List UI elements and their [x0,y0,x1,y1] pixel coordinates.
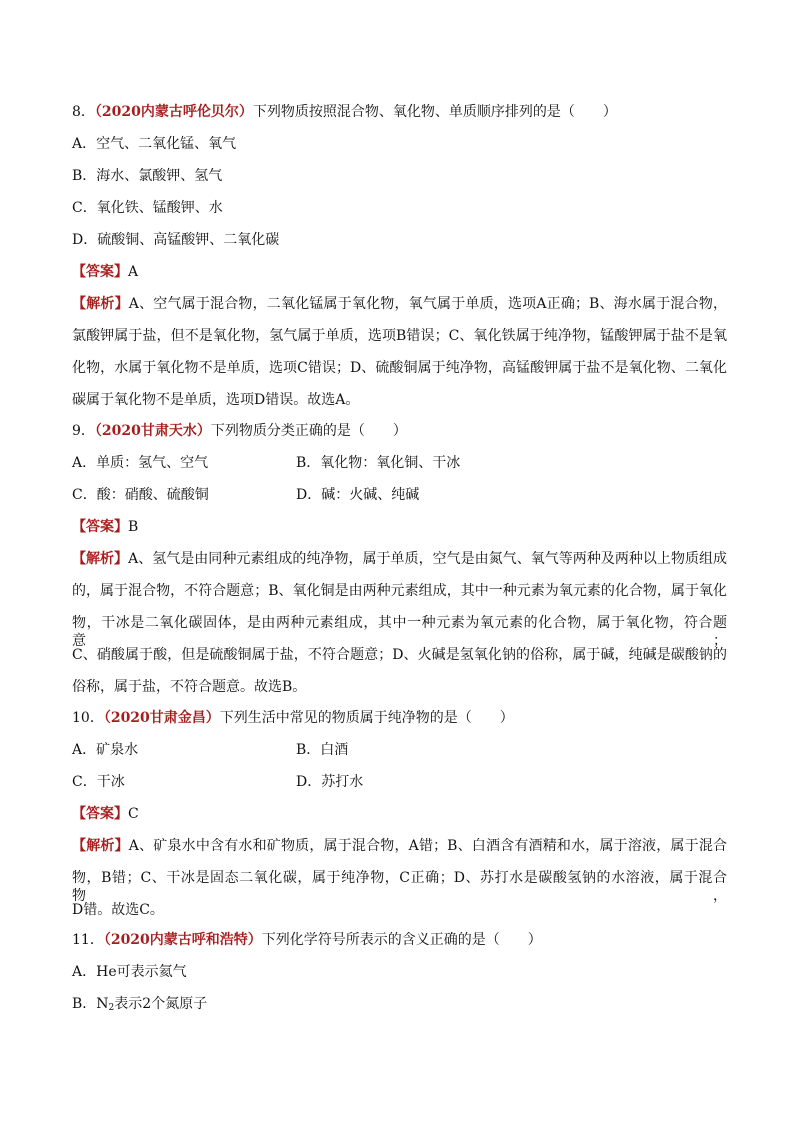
question-number: 10． [72,710,104,726]
option-b: B．氧化物：氧化铜、干冰 [296,455,461,471]
option-b-suffix: 表示2个氮原子 [114,996,208,1012]
analysis-line [72,550,727,568]
answer-value: B [128,519,139,535]
option-a: A．矿泉水 [72,742,139,758]
question-10-stem [72,709,727,727]
question-9-stem [72,422,727,440]
option-row [72,773,727,791]
option-b: B．白酒 [296,742,349,758]
answer-value: C [128,806,139,822]
analysis-line: 物，B错；C、干冰是固态二氧化碳，属于纯净物，C正确；D、苏打水是碳酸氢钠的水溶液，属于混合物， [72,870,727,904]
question-source: （2020甘肃天水） [94,423,211,439]
answer-label: 【答案】 [72,806,128,822]
question-number: 8． [72,104,95,120]
question-text: 下列物质分类正确的是（ ） [210,423,407,439]
answer-line [72,805,727,823]
analysis-line: 碳属于氧化物不是单质，选项D错误。故选A。 [72,392,360,408]
answer-value: A [128,264,139,280]
option-b: B．海水、氯酸钾、氢气 [72,168,223,184]
question-text: 下列化学符号所表示的含义正确的是（ ） [261,932,542,948]
analysis-label: 【解析】 [72,838,129,854]
analysis-line [72,837,727,855]
analysis-line: C、硝酸属于酸，但是硫酸铜属于盐，不符合题意；D、火碱是氢氧化钠的俗称，属于碱，纯碱是碳酸钠的 [72,647,727,663]
option-a: A．空气、二氧化锰、氧气 [72,136,237,152]
question-source: （2020甘肃金昌） [103,710,220,726]
option-row [72,486,727,504]
option-b-prefix: B．N [72,996,109,1012]
analysis-line [72,295,727,313]
analysis-line: 俗称，属于盐，不符合题意。故选B。 [72,679,307,695]
option-c: C．氧化铁、锰酸钾、水 [72,200,223,216]
question-number: 9． [72,423,95,439]
option-c: C．干冰 [72,774,125,790]
question-text: 下列物质按照混合物、氧化物、单质顺序排列的是（ ） [252,104,617,120]
option-b [72,995,727,1017]
subscript: 2 [108,1003,115,1013]
option-c: C．酸：硝酸、硫酸铜 [72,487,209,503]
analysis-text: A、空气属于混合物，二氧化锰属于氧化物，氧气属于单质，选项A正确；B、海水属于混合物， [128,296,728,312]
option-row [72,741,727,759]
option-d: D．硫酸铜、高锰酸钾、二氧化碳 [72,232,280,248]
answer-line [72,263,727,281]
question-8-stem [72,103,727,121]
analysis-line: 化物，水属于氧化物不是单质，选项C错误；D、硫酸铜属于纯净物，高锰酸钾属于盐不是氧化物、二氧化 [72,360,727,376]
option-row [72,454,727,472]
analysis-line: D错。故选C。 [72,902,164,918]
analysis-line: 物，干冰是二氧化碳固体，是由两种元素组成，其中一种元素为氧元素的化合物，属于氧化物，符合题意； [72,615,727,649]
question-11-stem [72,931,727,949]
option-d: D．碱：火碱、纯碱 [296,487,420,503]
option-a: A．单质：氢气、空气 [72,455,209,471]
option-d: D．苏打水 [296,774,364,790]
answer-label: 【答案】 [72,264,128,280]
analysis-label: 【解析】 [72,296,129,312]
analysis-text: A、氢气是由同种元素组成的纯净物，属于单质，空气是由氮气、氧气等两种及两种以上物质组成 [128,551,727,567]
analysis-line: 的，属于混合物，不符合题意；B、氧化铜是由两种元素组成，其中一种元素为氧元素的化合物，属于氧化 [72,583,727,599]
answer-label: 【答案】 [72,519,128,535]
question-source: （2020内蒙古呼和浩特） [103,932,262,948]
analysis-line: 氯酸钾属于盐，但不是氧化物，氢气属于单质，选项B错误；C、氧化铁属于纯净物，锰酸钾属于盐不是氧 [72,328,727,344]
option-a: A．He可表示氦气 [72,964,187,980]
question-text: 下列生活中常见的物质属于纯净物的是（ ） [219,710,514,726]
answer-line [72,518,727,536]
question-number: 11． [72,932,104,948]
question-source: （2020内蒙古呼伦贝尔） [94,104,253,120]
analysis-label: 【解析】 [72,551,129,567]
analysis-text: A、矿泉水中含有水和矿物质，属于混合物，A错；B、白酒含有酒精和水，属于溶液，属于混合 [128,838,728,854]
